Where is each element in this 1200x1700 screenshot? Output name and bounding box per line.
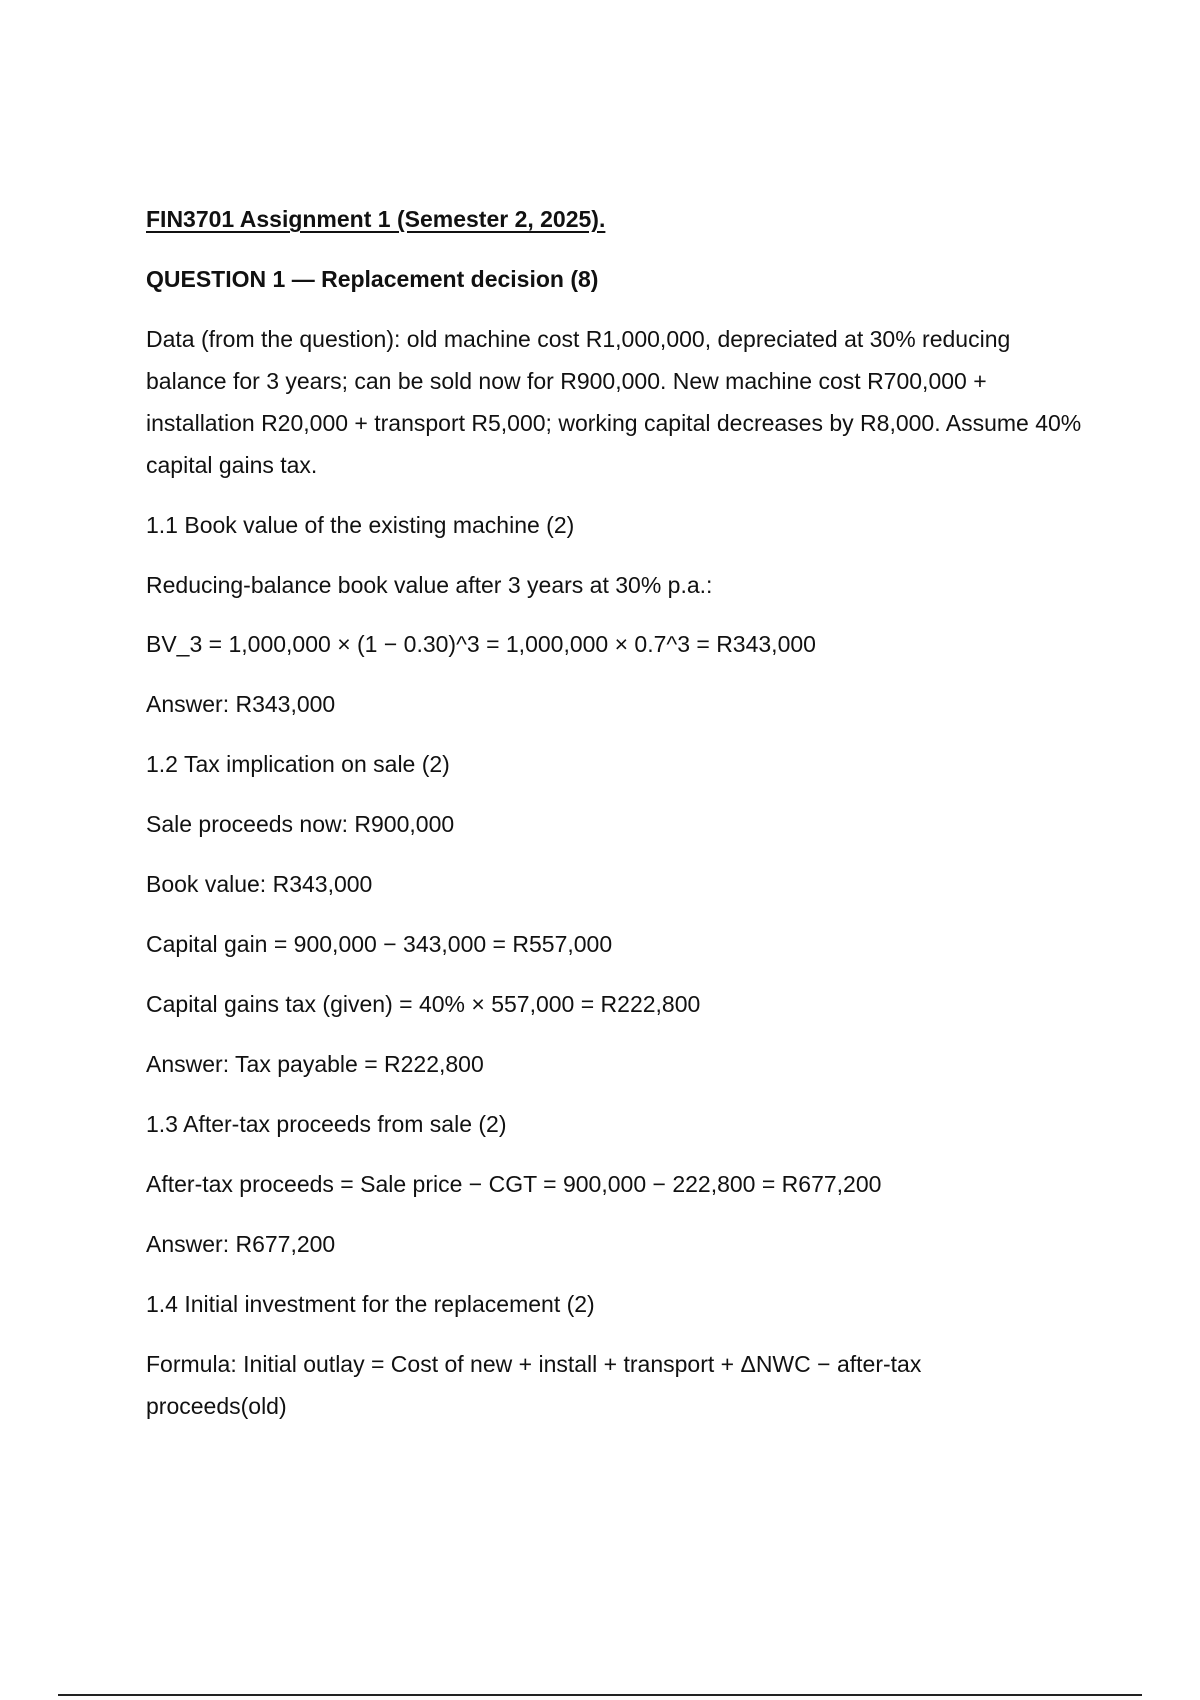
section-1-1-formula: BV_3 = 1,000,000 × (1 − 0.30)^3 = 1,000,000 × 0.7^3 = R343,000 xyxy=(146,631,816,657)
section-1-3-answer: Answer: R677,200 xyxy=(146,1231,336,1257)
section-1-2-answer: Answer: Tax payable = R222,800 xyxy=(146,1051,484,1077)
section-1-2-cgt: Capital gains tax (given) = 40% × 557,000 = R222,800 xyxy=(146,991,701,1017)
data-paragraph: Data (from the question): old machine cost R1,000,000, depreciated at 30% reducing balance for 3 years; can be sold now for R900,000. New machine cost R700,000 + installation R20,000 + transport R5,000; working capital decreases by R8,000. Assume 40% capital gains tax. xyxy=(146,326,1082,478)
section-1-4-heading: 1.4 Initial investment for the replacement (2) xyxy=(146,1291,595,1317)
section-1-2-book-value: Book value: R343,000 xyxy=(146,871,373,897)
section-1-2-gain: Capital gain = 900,000 − 343,000 = R557,000 xyxy=(146,931,613,957)
footer-divider xyxy=(58,1694,1142,1696)
section-1-2-sale: Sale proceeds now: R900,000 xyxy=(146,811,455,837)
section-1-2-heading: 1.2 Tax implication on sale (2) xyxy=(146,751,450,777)
section-1-4-formula: Formula: Initial outlay = Cost of new + install + transport + ΔNWC − after-tax proceeds(old) xyxy=(146,1351,922,1419)
section-1-1-answer: Answer: R343,000 xyxy=(146,691,336,717)
section-1-1-heading: 1.1 Book value of the existing machine (2) xyxy=(146,512,575,538)
section-1-1-intro: Reducing-balance book value after 3 years at 30% p.a.: xyxy=(146,572,713,598)
question-heading: QUESTION 1 — Replacement decision (8) xyxy=(146,266,599,292)
document-title: FIN3701 Assignment 1 (Semester 2, 2025). xyxy=(146,206,606,232)
section-1-3-formula: After-tax proceeds = Sale price − CGT = 900,000 − 222,800 = R677,200 xyxy=(146,1171,882,1197)
section-1-3-heading: 1.3 After-tax proceeds from sale (2) xyxy=(146,1111,507,1137)
